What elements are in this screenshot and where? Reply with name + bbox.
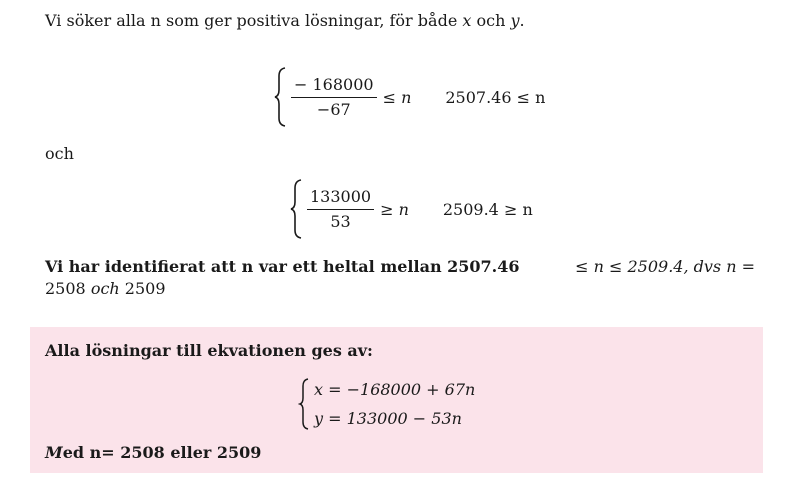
left-brace-icon — [289, 178, 303, 240]
equation-x: x = −168000 + 67n — [314, 380, 476, 399]
conclusion-math: ≤ n ≤ 2509.4, dvs n = — [575, 257, 755, 276]
solution-system — [298, 377, 475, 431]
footer-text: ed n= 2508 eller 2509 — [62, 443, 262, 462]
conclusion-line-2 — [45, 279, 166, 298]
var-x: x — [462, 11, 472, 30]
solution-box — [30, 327, 763, 473]
inequality-1b: 2507.46 ≤ n — [445, 87, 546, 107]
conclusion-value-a: 2508 — [45, 279, 91, 298]
fraction-1-numerator: − 168000 — [291, 76, 377, 98]
fraction-1 — [291, 76, 377, 118]
inequality-system-2 — [289, 178, 533, 240]
left-brace-icon — [273, 66, 287, 128]
inequality-system-1 — [273, 66, 545, 128]
fraction-2 — [307, 188, 374, 230]
fraction-2-numerator: 133000 — [307, 188, 374, 210]
intro-line — [45, 11, 525, 30]
conclusion-value-b: 2509 — [119, 279, 166, 298]
och-label: och — [45, 144, 74, 163]
intro-mid: och — [471, 11, 511, 30]
conclusion-line-1 — [45, 257, 755, 276]
var-y: y — [510, 11, 520, 30]
conclusion-bold: Vi har identifierat att n var ett heltal mellan 2507.46 — [45, 257, 520, 276]
equation-y: y = 133000 − 53n — [314, 409, 462, 428]
relation-2: ≥ n — [380, 199, 409, 219]
fraction-2-denominator: 53 — [330, 211, 351, 231]
intro-text: Vi söker alla n som ger positiva lösningar, för både — [45, 11, 463, 30]
solution-heading: Alla lösningar till ekvationen ges av: — [45, 341, 373, 360]
intro-end: . — [519, 11, 525, 30]
conclusion-och: och — [90, 279, 120, 298]
relation-1: ≤ n — [382, 87, 412, 107]
inequality-2b: 2509.4 ≥ n — [442, 199, 533, 219]
left-brace-icon — [298, 377, 310, 431]
footer-italic: M — [45, 443, 63, 462]
solution-footer — [45, 443, 261, 462]
fraction-1-denominator: −67 — [316, 99, 351, 119]
